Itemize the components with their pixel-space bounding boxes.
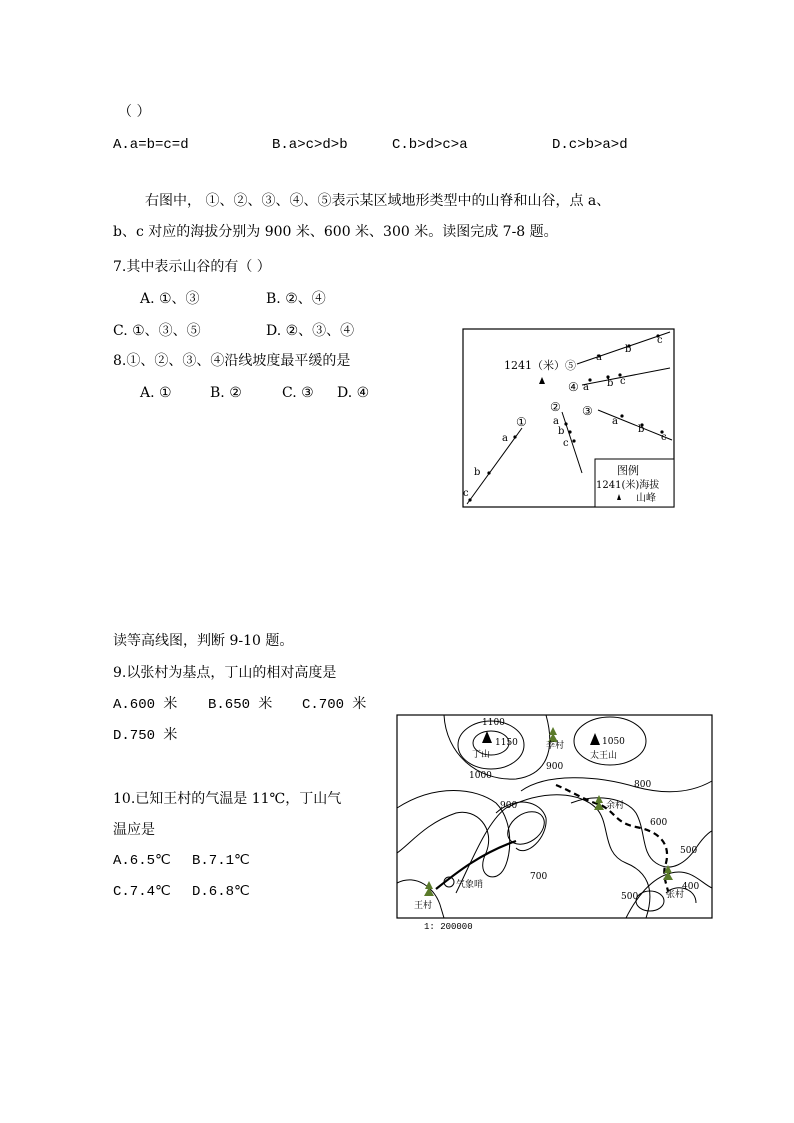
dingshan-peak-icon: [482, 731, 492, 743]
q8-stem: 8.①、②、③、④沿线坡度最平缓的是: [113, 353, 351, 369]
q7-stem: 7.其中表示山谷的有（ ）: [113, 259, 271, 275]
fig1-legend-peak: 山峰: [636, 493, 656, 504]
q10-option-d: D.6.8℃: [192, 884, 250, 900]
q7-option-d: D. ②、③、④: [266, 323, 355, 339]
fig1-letter-4a: a: [583, 382, 589, 393]
peak-icon: [539, 377, 545, 384]
q10-stem-line1: 10.已知王村的气温是 11℃，丁山气: [113, 791, 342, 807]
contour-label-500-a: 500: [680, 846, 698, 856]
fig1-letter-1a: a: [502, 433, 508, 444]
place-qixiang: 气象哨: [456, 880, 484, 890]
place-yu: 余村: [606, 801, 625, 811]
q6-option-b: B.a>c>d>b: [272, 137, 348, 153]
contour-label-600: 600: [650, 818, 668, 828]
contour-label-800: 800: [634, 780, 652, 790]
fig1-peak-label: 1241（米）⑤: [504, 359, 576, 372]
contour-label-500-b: 500: [621, 892, 639, 902]
q6-option-a: A.a=b=c=d: [113, 137, 189, 153]
contour-map: [396, 713, 716, 938]
fig1-letter-5c: c: [657, 335, 663, 346]
q6-bracket: （ ）: [118, 104, 151, 120]
intro-910: 读等高线图，判断 9-10 题。: [113, 633, 294, 649]
q7-option-b: B. ②、④: [266, 291, 326, 307]
place-dingshan: 丁山: [472, 750, 491, 760]
q10-stem-line2: 温应是: [113, 822, 155, 838]
intro-78-line1: 右图中， ①、②、③、④、⑤表示某区域地形类型中的山脊和山谷，点 a、: [145, 193, 611, 209]
fig1-letter-4c: c: [620, 376, 626, 387]
q7-option-a: A. ①、③: [140, 291, 200, 307]
map-scale: 1: 200000: [424, 922, 473, 932]
fig1-letter-2b: b: [558, 426, 565, 437]
q9-option-c: C.700 米: [302, 697, 367, 713]
contour-label-400: 400: [682, 882, 700, 892]
contour-label-1100: 1100: [482, 718, 505, 728]
contour-label-1050: 1050: [602, 737, 625, 747]
fig1-letter-5b: b: [625, 344, 632, 355]
q9-option-d: D.750 米: [113, 728, 178, 744]
fig1-letter-1c: c: [463, 488, 469, 499]
q8-option-c: C. ③: [282, 385, 314, 401]
fig1-legend-elevation: 1241(米)海拔: [596, 480, 660, 491]
fig1-letter-1b: b: [474, 467, 481, 478]
q8-option-b: B. ②: [210, 385, 242, 401]
q8-option-a: A. ①: [140, 385, 172, 401]
contour-label-700: 700: [530, 872, 548, 882]
q10-option-a: A.6.5℃: [113, 853, 171, 869]
taiwang-peak-icon: [590, 733, 600, 745]
fig1-label-1: ①: [516, 415, 527, 429]
intro-78-line2: b、c 对应的海拔分别为 900 米、600 米、300 米。读图完成 7-8 题。: [113, 224, 558, 240]
fig1-letter-4b: b: [607, 378, 614, 389]
contour-label-900-a: 900: [546, 762, 564, 772]
yu-village-icon: [594, 795, 604, 810]
fig1-letter-5a: a: [596, 352, 602, 363]
fig1-letter-3c: c: [661, 432, 667, 443]
q6-option-d: D.c>b>a>d: [552, 137, 628, 153]
place-li: 李村: [546, 741, 565, 751]
contour-label-900-b: 900: [500, 801, 518, 811]
q8-option-d: D. ④: [337, 385, 370, 401]
q9-option-b: B.650 米: [208, 697, 273, 713]
fig1-letter-3a: a: [612, 416, 618, 427]
fig1-letter-3b: b: [638, 424, 645, 435]
q10-option-b: B.7.1℃: [192, 853, 250, 869]
place-zhang: 张村: [666, 890, 685, 900]
place-taiwang: 太王山: [590, 751, 618, 761]
fig1-letter-2a: a: [553, 416, 559, 427]
fig1-label-3: ③: [582, 404, 593, 418]
fig1-label-4: ④: [568, 380, 579, 394]
q6-option-c: C.b>d>c>a: [392, 137, 468, 153]
contour-label-1000: 1000: [469, 771, 492, 781]
ridge-valley-figure: [462, 328, 676, 510]
fig1-legend-title: 图例: [617, 464, 639, 477]
fig1-letter-2c: c: [563, 438, 569, 449]
fig1-label-2: ②: [550, 400, 561, 414]
q9-stem: 9.以张村为基点，丁山的相对高度是: [113, 665, 337, 681]
q9-option-a: A.600 米: [113, 697, 178, 713]
place-wang: 王村: [414, 901, 433, 911]
q10-option-c: C.7.4℃: [113, 884, 171, 900]
wang-village-icon: [424, 881, 434, 896]
contour-label-1150: 1150: [495, 738, 518, 748]
q7-option-c: C. ①、③、⑤: [113, 323, 201, 339]
